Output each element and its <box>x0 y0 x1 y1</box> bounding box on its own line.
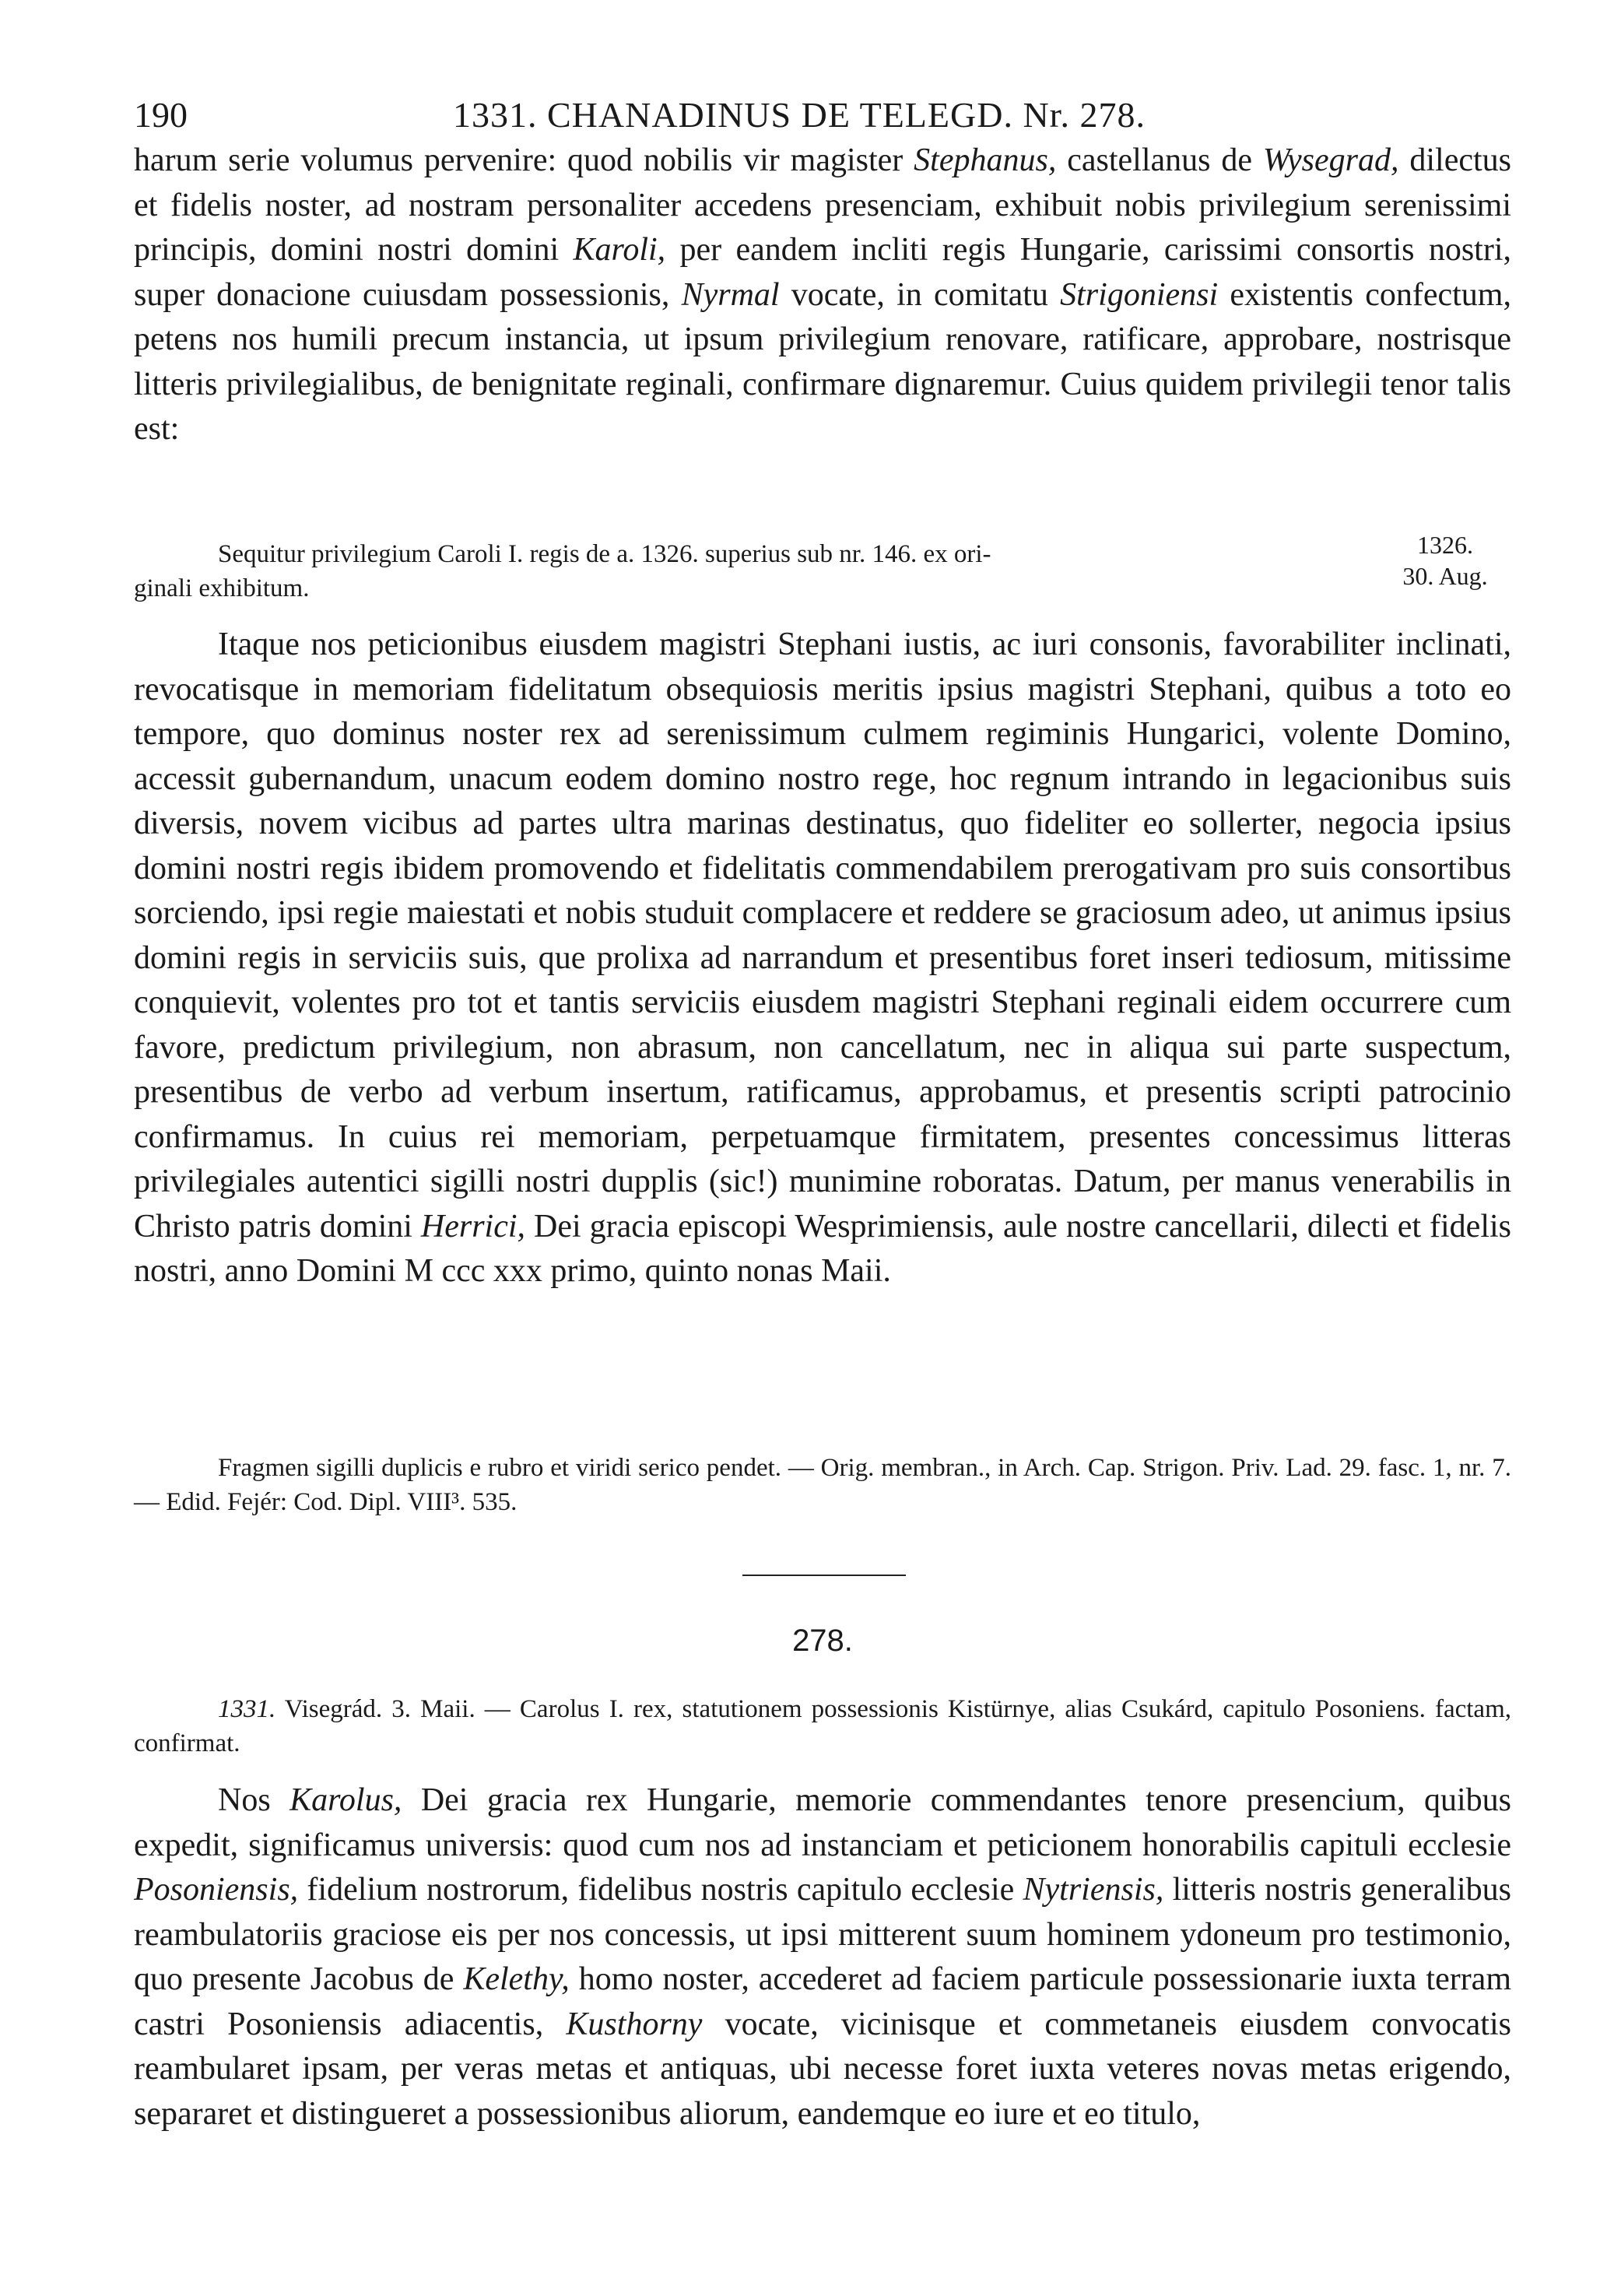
text-run: Nos <box>218 1782 290 1818</box>
charter-text-continued <box>134 139 1511 452</box>
document-page <box>134 0 1511 2296</box>
insert-note-line-1: Sequitur privilegium Caroli I. regis de a. 1326. superius sub nr. 146. ex ori- <box>218 540 991 568</box>
text-run: litteris nostris generalibus reambulatoriis graciose eis per nos concessis, ut ipsi mitterent suum hominem ydoneum pro testimonio, quo presente Jacobus de <box>134 1872 1511 1997</box>
text-run: castellanus de <box>1056 142 1263 178</box>
source-note <box>134 1451 1511 1519</box>
italic-run: Kusthorny <box>566 2006 703 2042</box>
paragraph-2 <box>134 623 1511 1294</box>
insert-note-text <box>134 537 1385 606</box>
text-run: dilectus et fidelis noster, ad nostram personaliter accedens presenciam, exhibuit nobis privilegium serenissimi principis, domini nostri domini <box>134 142 1511 268</box>
italic-run: Strigoniensi <box>1060 276 1219 313</box>
italic-run: Nyrmal <box>681 276 780 313</box>
running-head <box>134 92 1511 139</box>
italic-run: Karoli, <box>573 232 666 268</box>
italic-run: Kelethy, <box>463 1961 570 1997</box>
source-note-text: Fragmen sigilli duplicis e rubro et viridi serico pendet. — Orig. membran., in Arch. Cap. Strigon. Priv. Lad. 29. fasc. 1, nr. 7. — Edid. Fejér: Cod. Dipl. VIII³. 535. <box>134 1454 1511 1516</box>
italic-run: Posoniensis, <box>134 1872 299 1908</box>
paragraph-3 <box>134 1778 1511 2136</box>
paragraph-1 <box>134 139 1511 452</box>
text-run: Dei gracia episcopi Wesprimiensis, aule nostre cancellarii, dilecti et fidelis nostri, anno Domini M ccc xxx primo, quinto nonas Maii. <box>134 1208 1511 1289</box>
regest <box>134 1692 1511 1761</box>
regest-text <box>134 1692 1511 1761</box>
italic-run: 1331. <box>218 1695 276 1723</box>
text-run: vocate, vicinisque et commetaneis eiusdem convocatis reambularet ipsam, per veras metas et antiquas, ubi necesse foret iuxta veteres novas metas erigendo, separaret et distingueret a possessionibus aliorum, eandemque eo iure et eo titulo, <box>134 2006 1511 2132</box>
inserted-privilege-note <box>134 531 1511 615</box>
text-run: vocate, in comitatu <box>779 276 1061 313</box>
running-title: 1331. CHANADINUS DE TELEGD. Nr. 278. <box>453 95 1146 135</box>
italic-run: Nytriensis, <box>1023 1872 1164 1908</box>
text-run: per eandem incliti regis Hungarie, carissimi consortis nostri, super donacione cuiusdam possessionis, <box>134 232 1512 313</box>
section-divider <box>742 1575 906 1576</box>
insert-note-line-2: ginali exhibitum. <box>134 574 310 602</box>
text-run: fidelium nostrorum, fidelibus nostris capitulo ecclesie <box>298 1872 1023 1908</box>
text-run: Visegrád. 3. Maii. — Carolus I. rex, statutionem possessionis Kistürnye, alias Csukárd, capitulo Posoniens. factam, confirmat. <box>134 1695 1511 1757</box>
page-number: 190 <box>134 95 188 135</box>
text-run: existentis confectum, petens nos humili precum instancia, ut ipsum privilegium renovare, ratificare, approbare, nostrisque litteris privilegialibus, de benignitate reginali, confirmare dignaremur. Cuius quidem privilegii tenor talis est: <box>134 276 1511 447</box>
confirmation-text <box>134 623 1511 1294</box>
text-run: Dei gracia rex Hungarie, memorie commendantes tenore presencium, quibus expedit, significamus universis: quod cum nos ad instanciam et peticionem honorabilis capituli ecclesie <box>134 1782 1511 1863</box>
margin-date-year: 1326. <box>1417 531 1473 559</box>
text-run: Itaque nos peticionibus eiusdem magistri Stephani iustis, ac iuri consonis, favorabiliter inclinati, revocatisque in memoriam fidelitatum obsequiosis meritis ipsius magistri Stephani, quibus a toto eo tempore, quo dominus noster rex ad serenissimum culmem regiminis Hungarici, volente Domino, accessit gubernandum, unacum eodem domino nostro rege, hoc regnum intrando in legacionibus suis diversis, novem vicibus ad partes ultra marinas destinatus, quo fideliter eo sollerter, negocia ipsius domini nostri regis ibidem promovendo et fidelitatis commendabilem prerogativam pro suis consortibus sorciendo, ipsi regie maiestati et nobis studuit complacere et reddere se graciosum adeo, ut animus ipsius domini regis in serviciis suis, que prolixa ad narrandum et presentibus foret inseri tediosum, mitissime conquievit, volentes pro tot et tantis serviciis eiusdem magistri Stephani reginali eidem occurrere cum favore, predictum privilegium, non abrasum, non cancellatum, nec in aliqua sui parte suspectum, presentibus de verbo ad verbum insertum, ratificamus, approbamus, et presentis scripti patrocinio confirmamus. In cuius rei memoriam, perpetuamque firmitatem, presentes concessimus litteras privilegiales autentici sigilli nostri dupplis (sic!) munimine roboratas. Datum, per manus venerabilis in Christo patris domini <box>134 627 1511 1245</box>
italic-run: Stephanus, <box>914 142 1057 178</box>
italic-run: Karolus, <box>289 1782 402 1818</box>
margin-date-day: 30. Aug. <box>1402 562 1488 590</box>
text-run: harum serie volumus pervenire: quod nobilis vir magister <box>134 142 914 178</box>
document-number: 278. <box>792 1624 853 1658</box>
charter-278-text <box>134 1778 1511 2136</box>
italic-run: Wysegrad, <box>1262 142 1399 178</box>
italic-run: Herrici, <box>420 1208 526 1245</box>
text-run: homo noster, accederet ad faciem particule possessionarie iuxta terram castri Posoniensis adiacentis, <box>134 1961 1511 2042</box>
margin-date <box>1379 529 1511 592</box>
